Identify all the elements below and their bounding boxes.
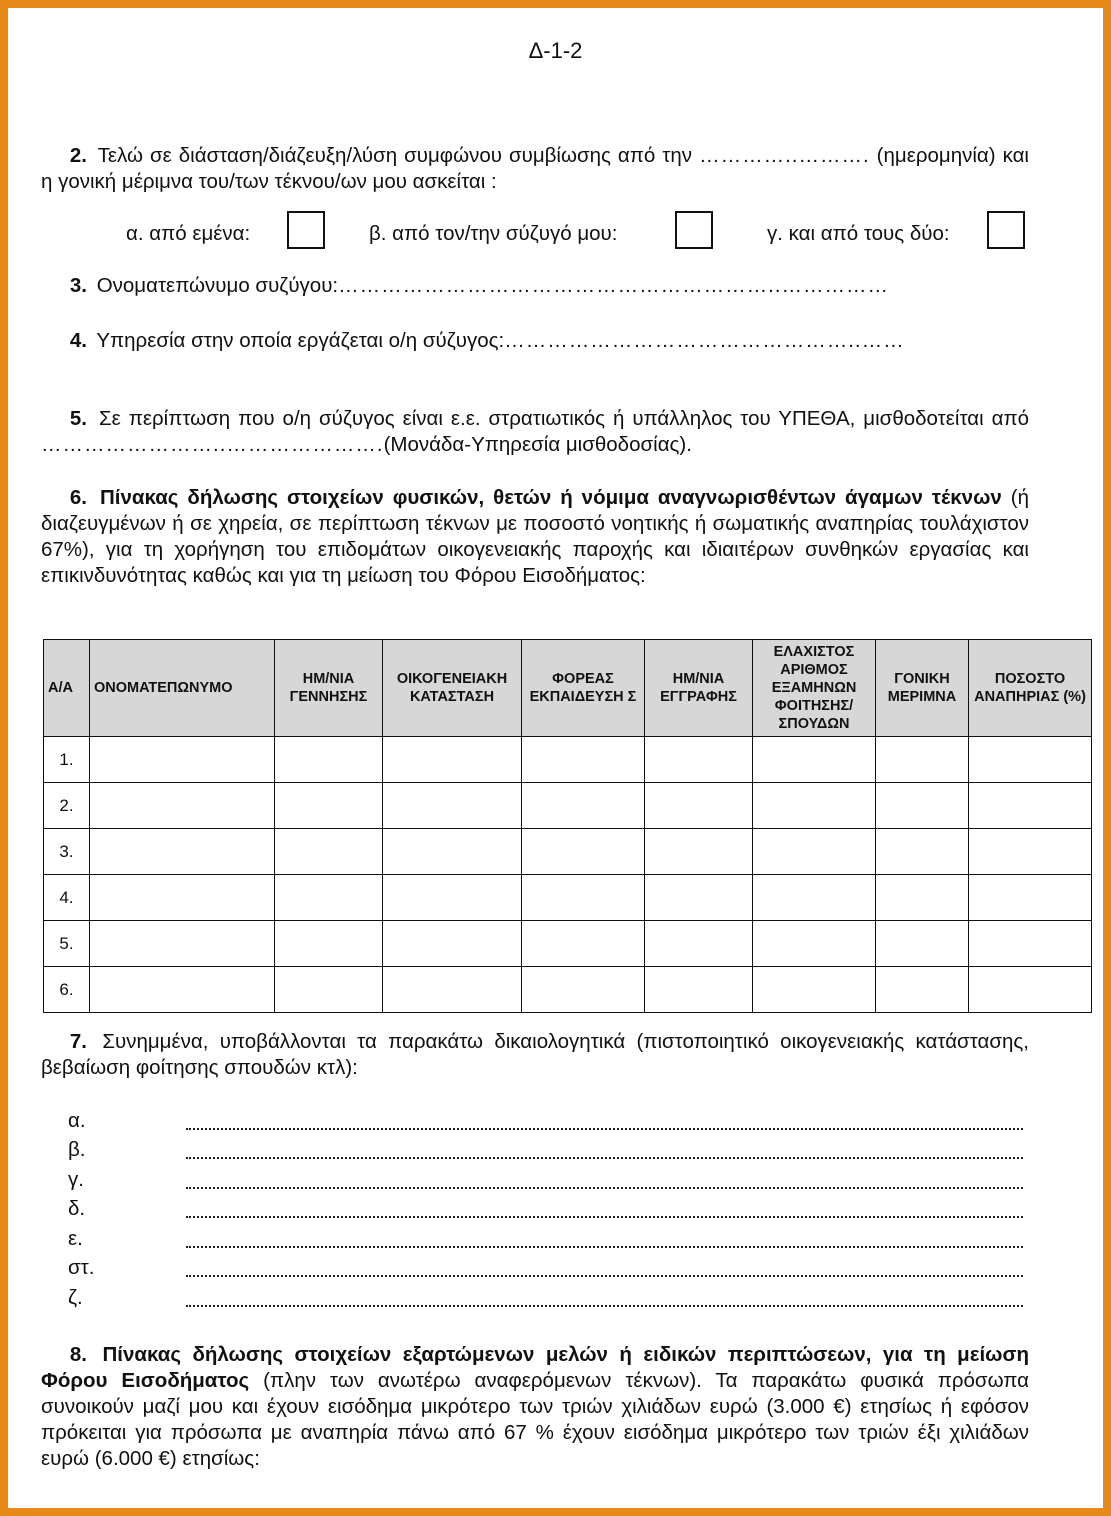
- col-header-parental-care: ΓΟΝΙΚΗ ΜΕΡΙΜΝΑ: [876, 640, 969, 737]
- item-3-text: Ονοματεπώνυμο συζύγου:: [96, 274, 339, 297]
- attachment-label: ε.: [68, 1227, 83, 1250]
- table-row: [44, 921, 1092, 967]
- cell[interactable]: [876, 783, 969, 829]
- item-4: [41, 328, 1029, 354]
- item-5: [41, 406, 1029, 458]
- cell[interactable]: [969, 967, 1092, 1013]
- spouse-service-blank[interactable]: …………………………………………..……: [504, 329, 905, 352]
- attachment-label: β.: [68, 1138, 86, 1161]
- cell[interactable]: [275, 967, 383, 1013]
- cell[interactable]: [753, 737, 876, 783]
- cell[interactable]: [522, 783, 645, 829]
- option-b-checkbox[interactable]: [675, 211, 713, 249]
- item-7: [41, 1029, 1029, 1081]
- row-number: 3.: [44, 829, 90, 875]
- cell[interactable]: [645, 783, 753, 829]
- attachment-blank[interactable]: [186, 1216, 1023, 1218]
- row-number: 4.: [44, 875, 90, 921]
- col-header-min-semesters: ΕΛΑΧΙΣΤΟΣ ΑΡΙΘΜΟΣ ΕΞΑΜΗΝΩΝ ΦΟΙΤΗΣΗΣ/ ΣΠΟΥΔΩΝ: [753, 640, 876, 737]
- cell[interactable]: [90, 921, 275, 967]
- item-5-text: Σε περίπτωση που ο/η σύζυγος είναι ε.ε. στρατιωτικός ή υπάλληλος του ΥΠΕΘΑ, μισθοδοτείται από: [98, 407, 1029, 430]
- cell[interactable]: [90, 737, 275, 783]
- cell[interactable]: [275, 875, 383, 921]
- cell[interactable]: [275, 829, 383, 875]
- attachment-blank[interactable]: [186, 1246, 1023, 1248]
- item-6-text: (ή διαζευγμένων ή σε χηρεία, σε περίπτωση τέκνων με ποσοστό νοητικής ή σωματικής αναπηρίας τουλάχιστον 67%), για τη χορήγηση του επιδομάτων οικογενειακής παροχής και ιδιαιτέρων συνθηκών εργασίας και επικινδυνότητας καθώς και για τη μείωση του Φόρου Εισοδήματος:: [41, 486, 1029, 587]
- col-header-aa: Α/Α: [44, 640, 90, 737]
- cell[interactable]: [383, 829, 522, 875]
- col-header-disability-percent: ΠΟΣΟΣΤΟ ΑΝΑΠΗΡΙΑΣ (%): [969, 640, 1092, 737]
- item-4-text: Υπηρεσία στην οποία εργάζεται ο/η σύζυγος:: [96, 329, 505, 352]
- cell[interactable]: [645, 921, 753, 967]
- row-number: 6.: [44, 967, 90, 1013]
- cell[interactable]: [90, 829, 275, 875]
- cell[interactable]: [645, 875, 753, 921]
- cell[interactable]: [90, 783, 275, 829]
- cell[interactable]: [90, 875, 275, 921]
- item-2-text-2: (ημερομηνία) και η γονική μέριμνα του/των τέκνου/ων μου ασκείται :: [41, 144, 1029, 193]
- item-number: 4.: [69, 329, 87, 352]
- col-header-birth-date: ΗΜ/ΝΙΑ ΓΕΝΝΗΣΗΣ: [275, 640, 383, 737]
- cell[interactable]: [753, 875, 876, 921]
- table-row: [44, 967, 1092, 1013]
- attachment-blank[interactable]: [186, 1305, 1023, 1307]
- cell[interactable]: [969, 783, 1092, 829]
- cell[interactable]: [522, 875, 645, 921]
- col-header-education-body: ΦΟΡΕΑΣ ΕΚΠΑΙΔΕΥΣΗ Σ: [522, 640, 645, 737]
- col-header-name: ΟΝΟΜΑΤΕΠΩΝΥΜΟ: [90, 640, 275, 737]
- option-c-checkbox[interactable]: [987, 211, 1025, 249]
- col-header-registration-date: ΗΜ/ΝΙΑ ΕΓΓΡΑΦΗΣ: [645, 640, 753, 737]
- cell[interactable]: [753, 921, 876, 967]
- item-6: [41, 485, 1029, 589]
- cell[interactable]: [522, 737, 645, 783]
- cell[interactable]: [969, 921, 1092, 967]
- attachment-label: α.: [68, 1109, 86, 1132]
- option-c-label: γ. και από τους δύο:: [767, 222, 950, 245]
- attachment-label: στ.: [68, 1256, 95, 1279]
- list-item: [68, 1109, 1028, 1138]
- cell[interactable]: [383, 875, 522, 921]
- item-8-text: (πλην των ανωτέρω αναφερόμενων τέκνων). Τα παρακάτω φυσικά πρόσωπα συνοικούν μαζί μου και έχουν εισόδημα μικρότερο των τριών χιλιάδων ευρώ (3.000 €) ετησίως ή εφόσον πρόκειται για πρόσωπα με αναπηρία πάνω από 67 % έχουν εισόδημα μικρότερο των τριών έξι χιλιάδων ευρώ (6.000 €) ετησίως:: [41, 1369, 1029, 1470]
- item-2: [41, 143, 1029, 195]
- attachment-label: δ.: [68, 1197, 86, 1220]
- cell[interactable]: [275, 921, 383, 967]
- cell[interactable]: [645, 967, 753, 1013]
- item-number: 2.: [69, 144, 87, 167]
- attachment-blank[interactable]: [186, 1275, 1023, 1277]
- attachment-blank[interactable]: [186, 1187, 1023, 1189]
- page-code: Δ-1-2: [528, 38, 583, 63]
- cell[interactable]: [383, 783, 522, 829]
- cell[interactable]: [275, 737, 383, 783]
- cell[interactable]: [383, 737, 522, 783]
- children-table: [43, 639, 1092, 1013]
- item-number: 5.: [69, 407, 87, 430]
- attachment-label: ζ.: [68, 1286, 83, 1309]
- cell[interactable]: [969, 829, 1092, 875]
- cell[interactable]: [383, 967, 522, 1013]
- table-row: [44, 783, 1092, 829]
- item-number: 3.: [69, 274, 87, 297]
- cell[interactable]: [522, 921, 645, 967]
- row-number: 5.: [44, 921, 90, 967]
- item-6-title: Πίνακας δήλωσης στοιχείων φυσικών, θετών ή νόμιμα αναγνωρισθέντων άγαμων τέκνων: [99, 486, 1002, 509]
- cell[interactable]: [876, 875, 969, 921]
- cell[interactable]: [753, 783, 876, 829]
- cell[interactable]: [876, 737, 969, 783]
- cell[interactable]: [522, 829, 645, 875]
- table-header-row: [44, 640, 1092, 737]
- list-item: [68, 1227, 1028, 1256]
- cell[interactable]: [275, 783, 383, 829]
- table-row: [44, 875, 1092, 921]
- row-number: 1.: [44, 737, 90, 783]
- option-b-label: β. από τον/την σύζυγό μου:: [369, 222, 618, 245]
- list-item: [68, 1168, 1028, 1197]
- attachment-blank[interactable]: [186, 1157, 1023, 1159]
- attachments-list: [68, 1109, 1028, 1319]
- cell[interactable]: [645, 829, 753, 875]
- payroll-unit-blank[interactable]: ……………………..………………….: [41, 433, 384, 456]
- option-a-checkbox[interactable]: [287, 211, 325, 249]
- list-item: [68, 1197, 1028, 1226]
- cell[interactable]: [969, 875, 1092, 921]
- cell[interactable]: [969, 737, 1092, 783]
- item-5-text-2: (Μονάδα-Υπηρεσία μισθοδοσίας).: [383, 433, 692, 456]
- item-number: 6.: [69, 486, 87, 509]
- cell[interactable]: [876, 921, 969, 967]
- list-item: [68, 1286, 1028, 1315]
- item-8: [41, 1342, 1029, 1472]
- date-blank[interactable]: …………..……….: [699, 144, 870, 167]
- col-header-family-status: ΟΙΚΟΓΕΝΕΙΑΚΗ ΚΑΤΑΣΤΑΣΗ: [383, 640, 522, 737]
- cell[interactable]: [876, 829, 969, 875]
- cell[interactable]: [876, 967, 969, 1013]
- table-row: [44, 737, 1092, 783]
- attachment-label: γ.: [68, 1168, 84, 1191]
- item-2-text: Τελώ σε διάσταση/διάζευξη/λύση συμφώνου συμβίωσης από την: [97, 144, 693, 167]
- cell[interactable]: [645, 737, 753, 783]
- cell[interactable]: [753, 967, 876, 1013]
- attachment-blank[interactable]: [186, 1128, 1023, 1130]
- item-8-title: Πίνακας δήλωσης στοιχείων εξαρτώμενων μελών ή ειδικών περιπτώσεων, για τη μείωση Φόρου Εισοδήματος: [41, 1343, 1030, 1392]
- cell[interactable]: [753, 829, 876, 875]
- option-a-label: α. από εμένα:: [126, 222, 251, 245]
- item-number: 7.: [69, 1030, 87, 1053]
- list-item: [68, 1138, 1028, 1167]
- cell[interactable]: [90, 967, 275, 1013]
- item-3: [41, 273, 1029, 299]
- table-row: [44, 829, 1092, 875]
- item-7-text: Συνημμένα, υποβάλλονται τα παρακάτω δικαιολογητικά (πιστοποιητικό οικογενειακής κατάστασης, βεβαίωση φοίτησης σπουδών κτλ):: [41, 1030, 1029, 1079]
- cell[interactable]: [383, 921, 522, 967]
- cell[interactable]: [522, 967, 645, 1013]
- row-number: 2.: [44, 783, 90, 829]
- spouse-name-blank[interactable]: ……………………………………………………..……………: [338, 274, 890, 297]
- list-item: [68, 1256, 1028, 1285]
- item-number: 8.: [69, 1343, 87, 1366]
